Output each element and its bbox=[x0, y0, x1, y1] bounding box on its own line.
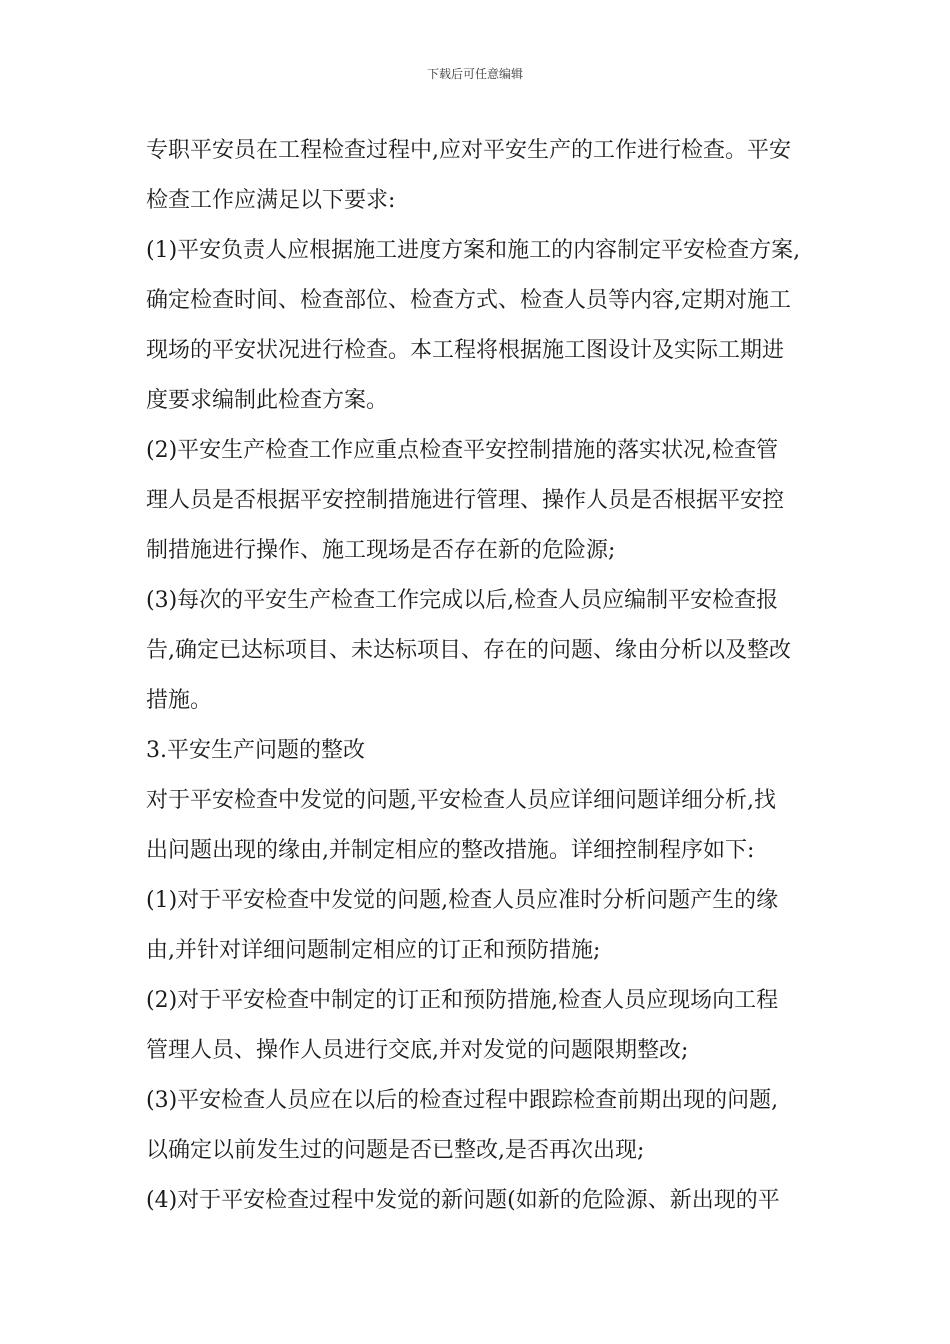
text-line: 确定检查时间、检查部位、检查方式、检查人员等内容,定期对施工 bbox=[146, 288, 791, 313]
text-line: 现场的平安状况进行检查。本工程将根据施工图设计及实际工期进 bbox=[146, 338, 785, 363]
text-line: (4)对于平安检查过程中发觉的新问题(如新的危险源、新出现的平 bbox=[146, 1188, 780, 1213]
text-line: 出问题出现的缘由,并制定相应的整改措施。详细控制程序如下: bbox=[146, 838, 755, 863]
text-line: (2)对于平安检查中制定的订正和预防措施,检查人员应现场向工程 bbox=[146, 988, 779, 1013]
text-line: (3)每次的平安生产检查工作完成以后,检查人员应编制平安检查报 bbox=[146, 588, 779, 613]
page-header-note: 下载后可任意编辑 bbox=[426, 67, 523, 81]
text-line: 理人员是否根据平安控制措施进行管理、操作人员是否根据平安控 bbox=[146, 488, 785, 513]
text-line: 制措施进行操作、施工现场是否存在新的危险源; bbox=[146, 538, 616, 563]
text-line: 检查工作应满足以下要求: bbox=[146, 188, 396, 213]
section-heading: 3.平安生产问题的整改 bbox=[146, 738, 365, 763]
text-line: 专职平安员在工程检查过程中,应对平安生产的工作进行检查。平安 bbox=[146, 138, 791, 163]
text-line: (1)平安负责人应根据施工进度方案和施工的内容制定平安检查方案, bbox=[146, 238, 801, 263]
text-line: 由,并针对详细问题制定相应的订正和预防措施; bbox=[146, 938, 601, 963]
text-line: (1)对于平安检查中发觉的问题,检查人员应准时分析问题产生的缘 bbox=[146, 888, 779, 913]
text-line: 对于平安检查中发觉的问题,平安检查人员应详细问题详细分析,找 bbox=[146, 788, 776, 813]
text-line: (3)平安检查人员应在以后的检查过程中跟踪检查前期出现的问题, bbox=[146, 1088, 779, 1113]
text-line: 度要求编制此检查方案。 bbox=[146, 388, 389, 413]
text-line: (2)平安生产检查工作应重点检查平安控制措施的落实状况,检查管 bbox=[146, 438, 779, 463]
text-line: 告,确定已达标项目、未达标项目、存在的问题、缘由分析以及整改 bbox=[146, 638, 791, 663]
text-line: 措施。 bbox=[146, 688, 213, 713]
text-line: 以确定以前发生过的问题是否已整改,是否再次出现; bbox=[146, 1138, 645, 1163]
text-line: 管理人员、操作人员进行交底,并对发觉的问题限期整改; bbox=[146, 1038, 689, 1063]
